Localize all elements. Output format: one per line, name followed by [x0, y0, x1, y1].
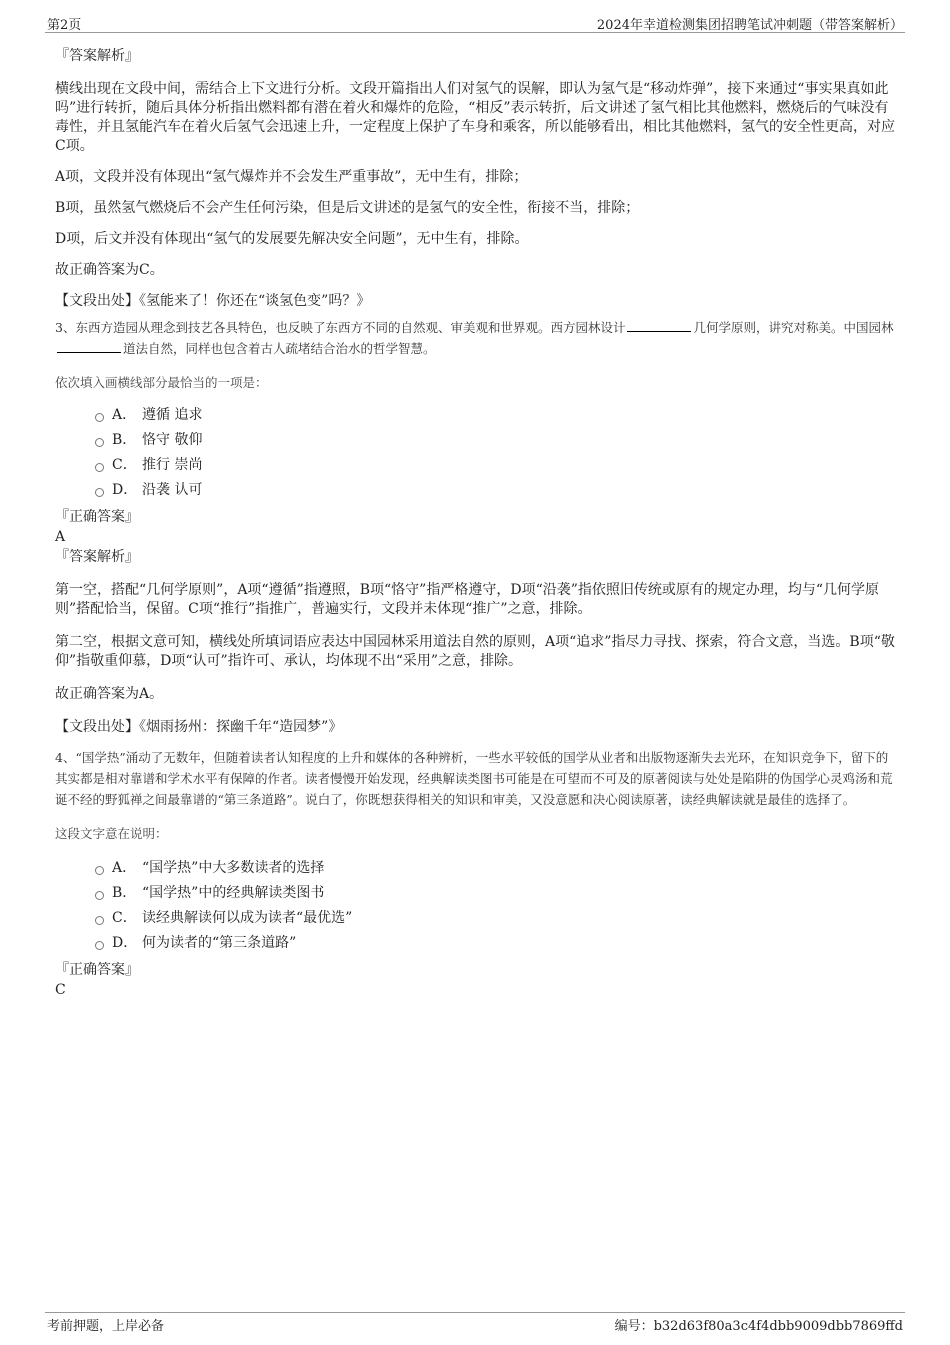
option-d[interactable]: D． 何为读者的“第三条道路” — [95, 931, 900, 956]
question-3-prompt: 依次填入画横线部分最恰当的一项是： — [55, 375, 268, 390]
correct-answer: A — [55, 529, 66, 545]
footer-slogan: 考前押题，上岸必备 — [47, 1319, 165, 1334]
analysis-conclusion: 故正确答案为C。 — [55, 262, 164, 278]
radio-icon[interactable] — [95, 916, 104, 925]
correct-answer-label: 『正确答案』 — [55, 962, 139, 978]
radio-icon[interactable] — [95, 463, 104, 472]
analysis-paragraph: A项，文段并没有体现出“氢气爆炸并不会发生严重事故”，无中生有，排除； — [55, 169, 528, 185]
analysis-paragraph: D项，后文并没有体现出“氢气的发展要先解决安全问题”，无中生有，排除。 — [55, 231, 529, 247]
question-3-stem: 3、东西方造园从理念到技艺各具特色，也反映了东西方不同的自然观、审美观和世界观。西方园林设计 几何学原则，讲究对称美。中国园林道法自然，同样也包含着古人疏堵结合治水的哲学智慧。 — [55, 320, 894, 356]
passage-source: 【文段出处】《烟雨扬州：探幽千年“造园梦”》 — [55, 719, 343, 735]
analysis-paragraph: 第二空，根据文意可知，横线处所填词语应表达中国园林采用道法自然的原则，A项“追求”指尽力寻找、探索，符合文意，当选。B项“敬仰”指敬重仰慕，D项“认可”指许可、承认，均体现不出“采用”之意，排除。 — [55, 634, 895, 669]
radio-icon[interactable] — [95, 941, 104, 950]
option-c[interactable]: C． 推行 崇尚 — [95, 453, 900, 478]
analysis-paragraph: 第一空，搭配“几何学原则”，A项“遵循”指遵照，B项“恪守”指严格遵守，D项“沿袭”指依照旧传统或原有的规定办理，均与“几何学原则”搭配恰当，保留。C项“推行”指推广，普遍实行，文段并未体现“推广”之意，排除。 — [55, 582, 880, 617]
fill-blank — [627, 319, 691, 332]
question-4-options — [95, 856, 900, 956]
fill-blank — [57, 340, 121, 353]
analysis-conclusion: 故正确答案为A。 — [55, 686, 164, 702]
option-b[interactable]: B． “国学热”中的经典解读类图书 — [95, 881, 900, 906]
radio-icon[interactable] — [95, 438, 104, 447]
analysis-paragraph: B项，虽然氢气燃烧后不会产生任何污染，但是后文讲述的是氢气的安全性，衔接不当，排除； — [55, 200, 640, 216]
page-header — [45, 12, 905, 33]
radio-icon[interactable] — [95, 413, 104, 422]
document-title: 2024年幸道检测集团招聘笔试冲刺题（带答案解析） — [596, 18, 903, 33]
question-4-prompt: 这段文字意在说明： — [55, 826, 168, 841]
correct-answer: C — [55, 982, 66, 998]
analysis-paragraph: 横线出现在文段中间，需结合上下文进行分析。文段开篇指出人们对氢气的误解，即认为氢气是“移动炸弹”，接下来通过“事实果真如此吗”进行转折，随后具体分析指出燃料都有潜在着火和爆炸的危险，“相反”表示转折，后文讲述了氢气相比其他燃料，燃烧后的气味没有毒性，并且氢能汽车在着火后氢气会迅速上升，一定程度上保护了车身和乘客，所以能够看出，相比其他燃料，氢气的安全性更高，对应C项。 — [55, 81, 895, 154]
question-3-options — [95, 403, 900, 503]
option-b[interactable]: B． 恪守 敬仰 — [95, 428, 900, 453]
option-a[interactable]: A． 遵循 追求 — [95, 403, 900, 428]
radio-icon[interactable] — [95, 866, 104, 875]
radio-icon[interactable] — [95, 488, 104, 497]
radio-icon[interactable] — [95, 891, 104, 900]
option-a[interactable]: A． “国学热”中大多数读者的选择 — [95, 856, 900, 881]
page-footer — [45, 1312, 905, 1333]
answer-analysis-label: 『答案解析』 — [55, 48, 139, 64]
answer-analysis-label: 『答案解析』 — [55, 549, 139, 565]
page-content — [55, 46, 900, 1000]
option-d[interactable]: D． 沿袭 认可 — [95, 478, 900, 503]
passage-source: 【文段出处】《氢能来了！你还在“谈氢色变”吗？》 — [55, 293, 371, 309]
option-c[interactable]: C． 读经典解读何以成为读者“最优选” — [95, 906, 900, 931]
question-4-stem: 4、“国学热”涌动了无数年，但随着读者认知程度的上升和媒体的各种辨析，一些水平较低的国学从业者和出版物逐渐失去光环，在知识竞争下，留下的其实都是相对靠谱和学术水平有保障的作者。读者慢慢开始发现，经典解读类图书可能是在可望而不可及的原著阅读与处处是陷阱的伪国学心灵鸡汤和荒诞不经的野狐禅之间最靠谱的“第三条道路”。说白了，你既想获得相关的知识和审美，又没意愿和决心阅读原著，读经典解读就是最佳的选择了。 — [55, 750, 893, 807]
document-id: 编号：b32d63f80a3c4f4dbb9009dbb7869ffd — [614, 1319, 903, 1334]
page-number: 第2页 — [47, 18, 82, 33]
correct-answer-label: 『正确答案』 — [55, 509, 139, 525]
